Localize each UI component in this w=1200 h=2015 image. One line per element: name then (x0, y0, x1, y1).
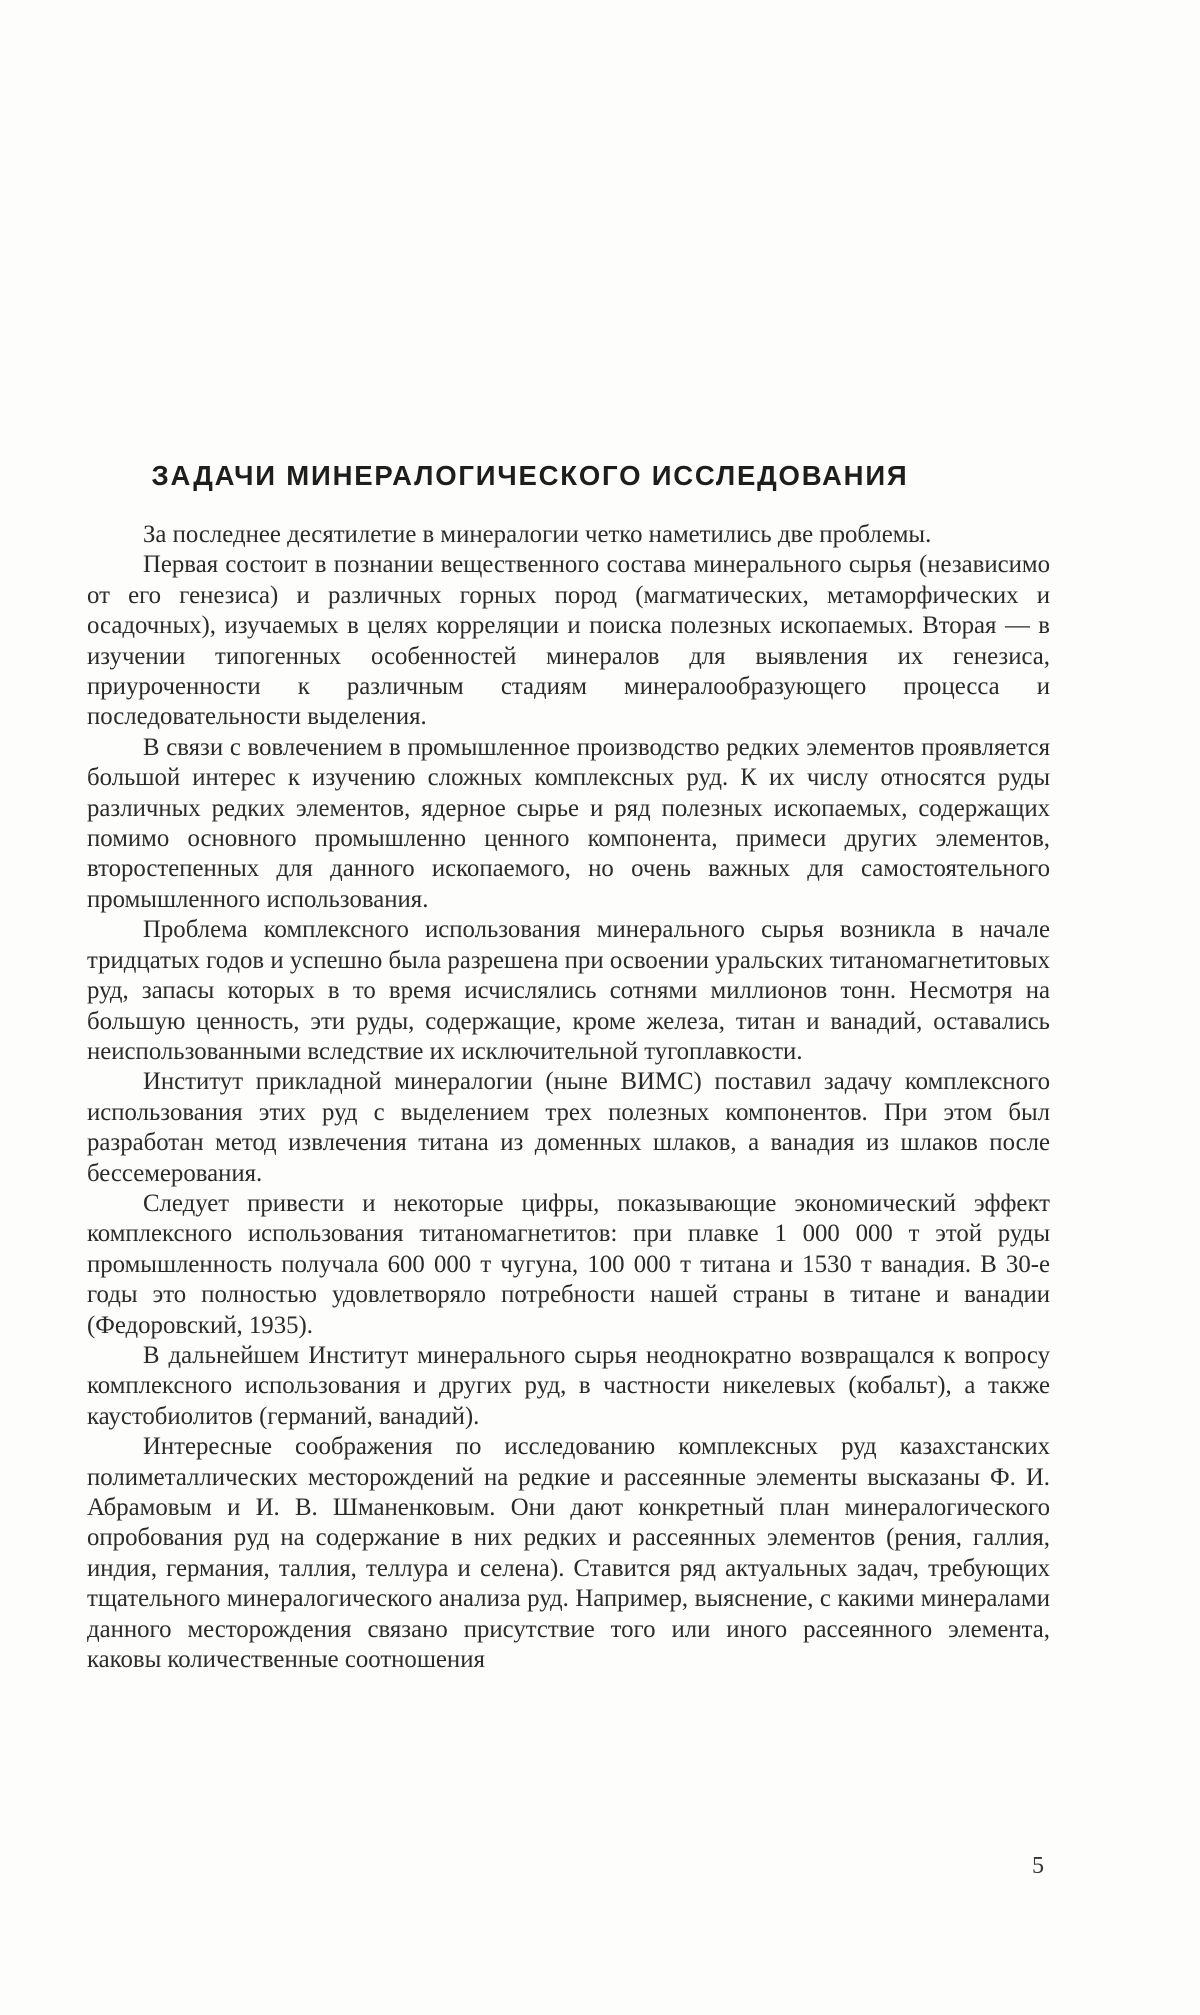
page-title: ЗАДАЧИ МИНЕРАЛОГИЧЕСКОГО ИССЛЕДОВАНИЯ (110, 460, 950, 492)
paragraph-1: За последнее десятилетие в минералогии четко наметились две проблемы. (87, 520, 1050, 550)
paragraph-6: Следует привести и некоторые цифры, показывающие экономический эффект комплексного использования титаномагнетитов: при плавке 1 000 000 т этой руды промышленность получала 600 000 т чугуна, 100 000 т титана и 1530 т ванадия. В 30-е годы это полностью удовлетворяло потребности нашей страны в титане и ванадии (Федоровский, 1935). (87, 1189, 1050, 1341)
body-text (87, 520, 1050, 1675)
paragraph-7: В дальнейшем Институт минерального сырья неоднократно возвращался к вопросу комплексного использования и других руд, в частности никелевых (кобальт), а также каустобиолитов (германий, ванадий). (87, 1341, 1050, 1432)
page-number: 5 (1032, 1853, 1044, 1880)
paragraph-2: Первая состоит в познании вещественного состава минерального сырья (независимо от его генезиса) и различных горных пород (магматических, метаморфических и осадочных), изучаемых в целях корреляции и поиска полезных ископаемых. Вторая — в изучении типогенных особенностей минералов для выявления их генезиса, приуроченности к различным стадиям минералообразующего процесса и последовательности выделения. (87, 550, 1050, 732)
paragraph-4: Проблема комплексного использования минерального сырья возникла в начале тридцатых годов и успешно была разрешена при освоении уральских титаномагнетитовых руд, запасы которых в то время исчислялись сотнями миллионов тонн. Несмотря на большую ценность, эти руды, содержащие, кроме железа, титан и ванадий, оставались неиспользованными вследствие их исключительной тугоплавкости. (87, 915, 1050, 1067)
paragraph-3: В связи с вовлечением в промышленное производство редких элементов проявляется большой интерес к изучению сложных комплексных руд. К их числу относятся руды различных редких элементов, ядерное сырье и ряд полезных ископаемых, содержащих помимо основного промышленно ценного компонента, примеси других элементов, второстепенных для данного ископаемого, но очень важных для самостоятельного промышленного использования. (87, 733, 1050, 915)
document-page (0, 0, 1200, 2015)
paragraph-5: Институт прикладной минералогии (ныне ВИМС) поставил задачу комплексного использования этих руд с выделением трех полезных компонентов. При этом был разработан метод извлечения титана из доменных шлаков, а ванадия из шлаков после бессемерования. (87, 1067, 1050, 1189)
paragraph-8: Интересные соображения по исследованию комплексных руд казахстанских полиметаллических месторождений на редкие и рассеянные элементы высказаны Ф. И. Абрамовым и И. В. Шманенковым. Они дают конкретный план минералогического опробования руд на содержание в них редких и рассеянных элементов (рения, галлия, индия, германия, таллия, теллура и селена). Ставится ряд актуальных задач, требующих тщательного минералогического анализа руд. Например, выяснение, с какими минералами данного месторождения связано присутствие того или иного рассеянного элемента, каковы количественные соотношения (87, 1432, 1050, 1675)
